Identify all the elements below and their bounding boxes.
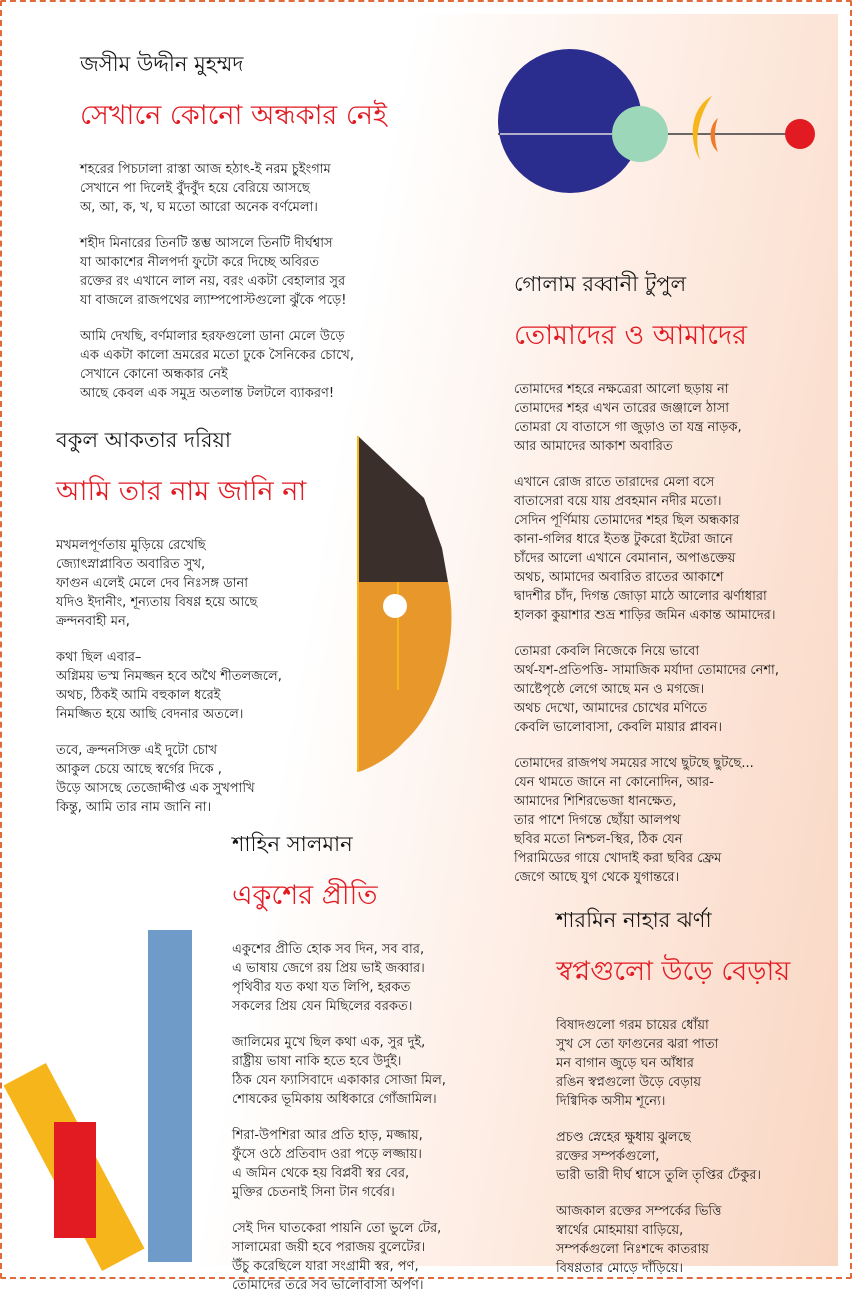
poem-3-author: বকুল আকতার দরিয়া xyxy=(56,428,232,452)
poem-line: সেখানে কোনো অন্ধকার নেই xyxy=(80,367,228,382)
poem-3-stanza-1 xyxy=(56,536,306,631)
poem-line: চাঁদের আলো এখানে বেমানান, অপাঙক্তেয় xyxy=(514,551,736,566)
poem-line: জালিমের মুখে ছিল কথা এক, সুর দুই, xyxy=(232,1035,426,1050)
poem-1-stanza-1 xyxy=(80,160,387,217)
poem-2-title: তোমাদের ও আমাদের xyxy=(514,320,747,351)
poem-3-stanza-3 xyxy=(56,741,306,817)
poem-line: তোমরা যে বাতাসে গা জুড়াও তা যন্ত্র নাড়ক, xyxy=(514,420,742,435)
poem-line: হালকা কুয়াশার শুভ্র শাড়ির জমিন একান্ত আমাদের। xyxy=(514,608,776,623)
poem-line: অর্থ-যশ-প্রতিপত্তি- সামাজিক মর্যাদা তোমাদের নেশা, xyxy=(514,663,779,678)
poem-line: রাষ্ট্রীয় ভাষা নাকি হতে হবে উর্দুই। xyxy=(232,1054,402,1069)
poem-line: শিরা-উপশিরা আর প্রতি হাড়, মজ্জায়, xyxy=(232,1128,423,1143)
poem-line: আকুল চেয়ে আছে স্বর্গের দিকে , xyxy=(56,762,222,777)
poem-line: আছে কেবল এক সমুদ্র অতলান্ত টলটলে ব্যাকরণ! xyxy=(80,386,335,401)
poem-3-stanza-2 xyxy=(56,648,306,724)
poem-line: বিষণ্ণতার মোড়ে দাঁড়িয়ে। xyxy=(556,1261,684,1276)
poem-5-stanza-3 xyxy=(556,1202,790,1278)
poem-line: জেগে আছে যুগ থেকে যুগান্তরে। xyxy=(514,870,680,885)
poem-line: পিরামিডের গায়ে খোদাই করা ছবির ফ্রেম xyxy=(514,851,722,866)
poem-line: সেদিন পূর্ণিমায় তোমাদের শহর ছিল অন্ধকার xyxy=(514,513,740,528)
poem-line: যা বাজলে রাজপথের ল্যাম্পপোস্টগুলো ঝুঁকে পড়ে! xyxy=(80,293,347,308)
poem-line: পৃথিবীর যত কথা যত লিপি, হরকত xyxy=(232,980,411,995)
poem-line: শহীদ মিনারের তিনটি স্তম্ভ আসলে তিনটি দীর্ঘশ্বাস xyxy=(80,236,333,251)
poem-line: যা আকাশের নীলপর্দা ফুটো করে দিচ্ছে অবিরত xyxy=(80,255,319,270)
poem-line: মুক্তির চেতনাই সিনা টান গর্বের। xyxy=(232,1185,395,1200)
poem-line: যেন থামতে জানে না কোনোদিন, আর- xyxy=(514,775,714,790)
poem-line: দ্বাদশীর চাঁদ, দিগন্ত জোড়া মাঠে আলোর ঝর্ণাধারা xyxy=(514,589,767,604)
poem-line: এ জমিন থেকে হয় বিপ্লবী স্বর বের, xyxy=(232,1166,410,1181)
poem-2-stanza-3 xyxy=(514,642,779,737)
poem-line: মখমলপূর্ণতায় মুড়িয়ে রেখেছি xyxy=(56,538,206,553)
poem-line: অ, আ, ক, খ, ঘ মতো আরো অনেক বর্ণমেলা। xyxy=(80,200,318,215)
poem-4 xyxy=(232,828,446,1312)
poem-5 xyxy=(556,904,790,1295)
poem-4-stanza-3 xyxy=(232,1126,446,1202)
poem-line: ক্রন্দনবাহী মন, xyxy=(56,614,130,629)
poem-line: ভারী ভারী দীর্ঘ শ্বাসে তুলি তৃপ্তির ঢেঁকুর। xyxy=(556,1168,762,1183)
poem-line: কথা ছিল এবার– xyxy=(56,650,142,665)
poem-line: তার পাশে দিগন্তে ছোঁয়া আলপথ xyxy=(514,813,681,828)
poem-4-author: শাহিন সালমান xyxy=(232,832,353,856)
poem-4-stanza-4 xyxy=(232,1219,446,1295)
poem-3-body xyxy=(56,536,306,817)
poem-line: এ ভাষায় জেগে রয় প্রিয় ভাই জব্বার। xyxy=(232,961,425,976)
poem-line: তোমাদের শহর এখন তারের জঞ্জালে ঠাসা xyxy=(514,401,730,416)
poem-line: আমি দেখছি, বর্ণমালার হরফগুলো ডানা মেলে উড়ে xyxy=(80,329,345,344)
poem-line: রঙিন স্বপ্নগুলো উড়ে বেড়ায় xyxy=(556,1075,702,1090)
poem-line: তোমাদের তরে সব ভালোবাসা অর্পণ। xyxy=(232,1278,424,1293)
poem-line: সালামেরা জয়ী হবে পরাজয় বুলেটের। xyxy=(232,1240,426,1255)
poem-2 xyxy=(514,268,779,904)
poem-3-title: আমি তার নাম জানি না xyxy=(56,476,307,507)
poem-4-title: একুশের প্রীতি xyxy=(232,880,378,911)
poem-2-stanza-4 xyxy=(514,754,779,887)
poem-line: সেই দিন ঘাতকেরা পায়নি তো ভুলে টের, xyxy=(232,1221,442,1236)
poem-1-author: জসীম উদ্দীন মুহম্মদ xyxy=(80,52,244,76)
poem-line: নিমজ্জিত হয়ে আছি বেদনার অতলে। xyxy=(56,707,244,722)
poem-line: ঠিক যেন ফ্যাসিবাদে একাকার সোজা মিল, xyxy=(232,1073,446,1088)
poem-5-body xyxy=(556,1016,790,1278)
poem-line: কানা-গলির ধারে ইতস্ত টুকরো ইটেরা জানে xyxy=(514,532,733,547)
poem-1-stanza-3 xyxy=(80,327,387,403)
poem-line: স্বার্থের মোহমায়া বাড়িয়ে, xyxy=(556,1223,684,1238)
poem-line: যদিও ইদানীং, শূন্যতায় বিষণ্ণ হয়ে আছে xyxy=(56,595,258,610)
poem-line: আর আমাদের আকাশ অবারিত xyxy=(514,439,673,454)
poem-line: অথচ দেখো, আমাদের চোখের মণিতে xyxy=(514,701,708,716)
poem-line: অগ্নিময় ভস্ম নিমজ্জন হবে অথৈ শীতলজলে, xyxy=(56,669,282,684)
poem-line: ছবির মতো নিশ্চল-স্থির, ঠিক যেন xyxy=(514,832,683,847)
poem-line: উড়ে আসছে তেজোদ্দীপ্ত এক সুখপাখি xyxy=(56,781,255,796)
poem-line: সেখানে পা দিলেই বুঁদবুঁদ হয়ে বেরিয়ে আসছে xyxy=(80,181,310,196)
poem-4-stanza-1 xyxy=(232,940,446,1016)
poem-line: তোমরা কেবলি নিজেকে নিয়ে ভাবো xyxy=(514,644,700,659)
poem-5-stanza-1 xyxy=(556,1016,790,1111)
poem-line: একুশের প্রীতি হোক সব দিন, সব বার, xyxy=(232,942,425,957)
poem-3 xyxy=(56,424,306,834)
poem-2-stanza-1 xyxy=(514,380,779,456)
poem-line: সুখ সে তো ফাগুনের ঝরা পাতা xyxy=(556,1037,719,1052)
poem-line: ফুঁসে ওঠে প্রতিবাদ ওরা পড়ে লজ্জায়। xyxy=(232,1147,422,1162)
poem-line: কেবলি ভালোবাসা, কেবলি মায়ার প্লাবন। xyxy=(514,720,723,735)
poem-line: জ্যোৎস্নাপ্লাবিত অবারিত সুখ, xyxy=(56,557,206,572)
poem-line: অথচ, ঠিকই আমি বহুকাল ধরেই xyxy=(56,688,221,703)
poem-line: তোমাদের শহরে নক্ষত্রেরা আলো ছড়ায় না xyxy=(514,382,729,397)
poem-line: সকলের প্রিয় যেন মিছিলের বরকত। xyxy=(232,999,413,1014)
poem-line: উঁচু করেছিলে যারা সংগ্রামী স্বর, পণ, xyxy=(232,1259,419,1274)
poem-line: সম্পর্কগুলো নিঃশব্দে কাতরায় xyxy=(556,1242,709,1257)
poem-line: বিষাদগুলো গরম চায়ের ধোঁয়া xyxy=(556,1018,709,1033)
poem-1-title: সেখানে কোনো অন্ধকার নেই xyxy=(80,100,387,131)
poem-line: শহরের পিচঢালা রাস্তা আজ হঠাৎ-ই নরম চুইংগাম xyxy=(80,162,331,177)
poem-line: বাতাসেরা বয়ে যায় প্রবহমান নদীর মতো। xyxy=(514,494,722,509)
poem-4-body xyxy=(232,940,446,1295)
poem-2-author: গোলাম রব্বানী টুপুল xyxy=(514,272,687,296)
poem-line: আষ্টেপৃষ্ঠে লেগে আছে মন ও মগজে। xyxy=(514,682,705,697)
poem-line: কিন্তু, আমি তার নাম জানি না। xyxy=(56,800,212,815)
poem-line: আজকাল রক্তের সম্পর্কের ভিত্তি xyxy=(556,1204,722,1219)
poem-line: এক একটা কালো ভ্রমরের মতো ঢুকে সৈনিকের চোখে, xyxy=(80,348,354,363)
poem-line: দিগ্বিদিক অসীম শূন্যে। xyxy=(556,1094,666,1109)
poem-line: তোমাদের রাজপথ সময়ের সাথে ছুটছে ছুটছে... xyxy=(514,756,754,771)
poem-line: অথচ, আমাদের অবারিত রাতের আকাশে xyxy=(514,570,724,585)
poem-line: তবে, ক্রন্দনসিক্ত এই দুটো চোখ xyxy=(56,743,218,758)
poem-1 xyxy=(80,48,387,420)
poem-2-stanza-2 xyxy=(514,473,779,625)
poem-1-body xyxy=(80,160,387,403)
poem-line: ফাগুন এলেই মেলে দেব নিঃসঙ্গ ডানা xyxy=(56,576,249,591)
poem-line: মন বাগান জুড়ে ঘন আঁধার xyxy=(556,1056,694,1071)
poem-4-stanza-2 xyxy=(232,1033,446,1109)
poem-line: আমাদের শিশিরভেজা ধানক্ষেত, xyxy=(514,794,677,809)
poem-line: রক্তের সম্পর্কগুলো, xyxy=(556,1149,660,1164)
poem-line: শোষকের ভূমিকায় অধিকারে গোঁজামিল। xyxy=(232,1092,437,1107)
poem-line: রক্তের রং এখানে লাল নয়, বরং একটা বেহালার সুর xyxy=(80,274,346,289)
poem-5-stanza-2 xyxy=(556,1128,790,1185)
poem-line: প্রচণ্ড স্নেহের ক্ষুধায় ঝুলছে xyxy=(556,1130,691,1145)
poem-line: এখানে রোজ রাতে তারাদের মেলা বসে xyxy=(514,475,715,490)
poem-5-author: শারমিন নাহার ঝর্ণা xyxy=(556,908,712,932)
poem-1-stanza-2 xyxy=(80,234,387,310)
poem-2-body xyxy=(514,380,779,887)
poem-5-title: স্বপ্নগুলো উড়ে বেড়ায় xyxy=(556,956,791,987)
